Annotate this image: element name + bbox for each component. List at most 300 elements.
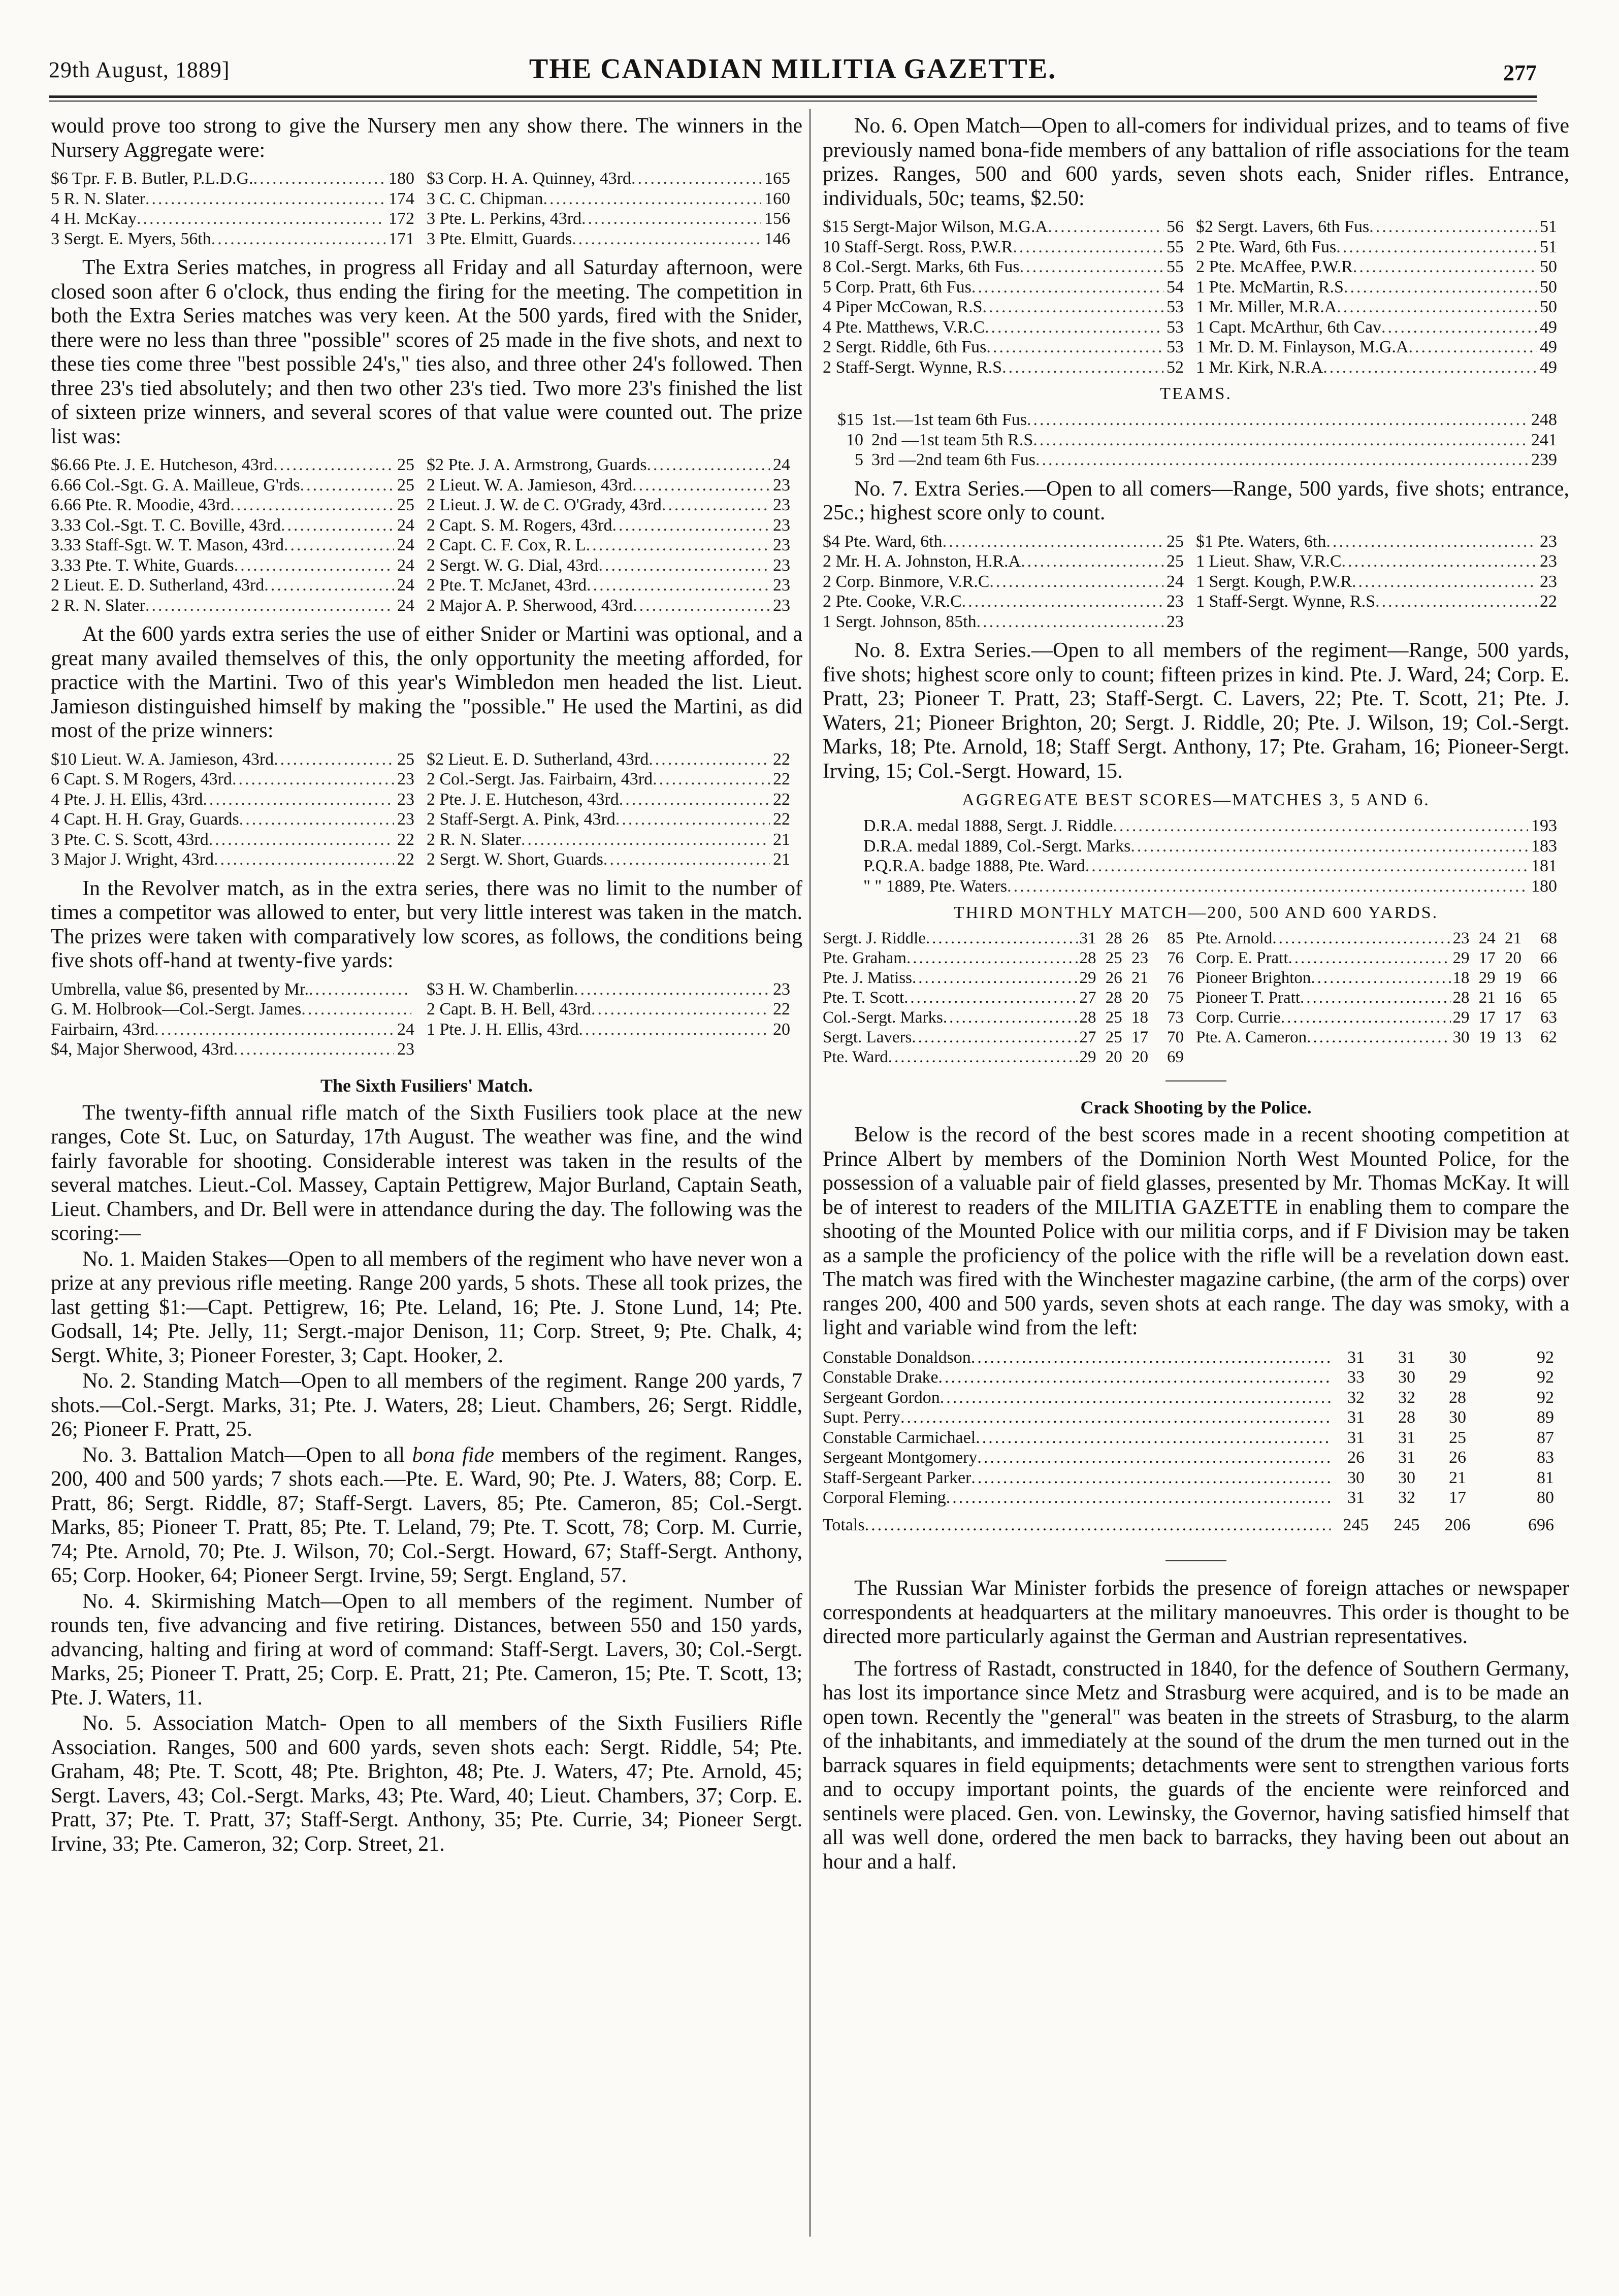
leader-dots bbox=[612, 515, 770, 536]
entry-score: 22 bbox=[397, 850, 414, 869]
entry-name: 3 C. C. Chipman bbox=[427, 189, 543, 208]
entry-name: 3 Sergt. E. Myers, 56th bbox=[51, 229, 211, 248]
entry-score: 23 bbox=[773, 596, 790, 615]
entry-name: 1 Pte. McMartin, R.S bbox=[1196, 277, 1344, 297]
entry-score: 22 bbox=[773, 749, 790, 769]
leader-dots bbox=[581, 209, 761, 229]
entry-score: 23 bbox=[1167, 612, 1184, 631]
entry-score: 146 bbox=[764, 229, 790, 248]
score-200: 30 bbox=[1347, 1468, 1365, 1487]
range-scores: 29 17 20 bbox=[1452, 949, 1521, 967]
total-score: 76 bbox=[1167, 969, 1184, 987]
match-no6-paragraph: No. 6. Open Match—Open to all-comers for individual prizes, and to teams of five previously named bona-fide members of any battalion of rifle associations for the team prizes. Ranges, 500 and 600 yards, seven shots each, Snider rifles. Entrance, individuals, 50c; teams, $2.50: bbox=[823, 114, 1569, 210]
leader-dots bbox=[1353, 257, 1537, 277]
prize-entry-right bbox=[1196, 217, 1569, 237]
section-rule bbox=[1165, 1080, 1226, 1081]
rastadt-paragraph: The fortress of Rastadt, constructed in 1840, for the defence of Southern Germany, has lost its importance since Metz and Strasburg were acquired, and is to be made an open town. Recently the "general" was beaten in the streets of Strasburg, to the alarm of the inhabitants, and immediately at the sound of the drum the men turned out in the barrack squares in field equipments; detachments were sent to strengthen various forts and to occupy important points, the guards of the enciente were reinforced and sentinels were placed. Gen. von. Lewinsky, the Governor, having satisfied himself that all was well done, ordered the men back to barracks, they having been out about an hour and a half. bbox=[823, 1657, 1569, 1874]
monthly-entry bbox=[823, 968, 1196, 988]
team-score: 241 bbox=[1531, 430, 1557, 449]
entry-name: $2 Pte. J. A. Armstrong, Guards bbox=[427, 455, 647, 474]
range-scores: 28 21 16 bbox=[1452, 989, 1521, 1007]
entry-score: 54 bbox=[1167, 277, 1184, 297]
entry-score: 25 bbox=[397, 475, 414, 495]
leader-dots bbox=[1344, 277, 1537, 298]
leader-dots bbox=[203, 790, 394, 810]
column-divider bbox=[810, 109, 811, 2237]
entry-name: 4 Pte. Matthews, V.R.C bbox=[823, 317, 985, 337]
monthly-row bbox=[823, 1008, 1569, 1028]
team-name: 2nd —1st team 5th R.S bbox=[871, 430, 1033, 449]
entry-score: 24 bbox=[397, 536, 414, 554]
score-400: 32 bbox=[1398, 1388, 1415, 1407]
police-totals-row bbox=[823, 1515, 1569, 1535]
entry-score: 53 bbox=[1167, 298, 1184, 316]
shooter-name: Col.-Sergt. Marks bbox=[823, 1008, 943, 1027]
score-total: 87 bbox=[1537, 1428, 1554, 1447]
entry-name: 3 Pte. L. Perkins, 43rd bbox=[427, 209, 582, 228]
leader-dots bbox=[284, 535, 394, 555]
leader-dots bbox=[214, 849, 394, 870]
entry-name: $2 Lieut. E. D. Sutherland, 43rd bbox=[427, 749, 649, 769]
leader-dots bbox=[521, 830, 770, 850]
entry-name: 2 Major A. P. Sherwood, 43rd bbox=[427, 596, 633, 615]
extra-series-600-prize-list bbox=[51, 749, 802, 870]
section-rule-2 bbox=[1165, 1560, 1226, 1561]
entry-name: 4 H. McKay bbox=[51, 209, 137, 228]
police-score-row bbox=[823, 1348, 1569, 1368]
entry-score: 174 bbox=[388, 189, 414, 208]
leader-dots bbox=[1352, 572, 1537, 592]
entry-score: 23 bbox=[773, 536, 790, 554]
leader-dots bbox=[1369, 217, 1537, 237]
entry-score: 25 bbox=[397, 496, 414, 514]
leader-dots bbox=[1375, 592, 1537, 612]
entry-score: 50 bbox=[1540, 298, 1557, 316]
entry-score: 23 bbox=[1540, 572, 1557, 591]
team-name: 3rd —2nd team 6th Fus bbox=[871, 450, 1035, 469]
entry-name: 2 Capt. S. M. Rogers, 43rd bbox=[427, 515, 612, 535]
aggregate-row bbox=[823, 856, 1569, 876]
prize-row bbox=[51, 229, 802, 249]
leader-dots bbox=[986, 337, 1163, 357]
leader-dots bbox=[1272, 929, 1450, 948]
leader-dots bbox=[211, 229, 385, 249]
leader-dots bbox=[1035, 450, 1528, 470]
total-score: 85 bbox=[1167, 929, 1184, 947]
prize-entry-right bbox=[1196, 532, 1569, 552]
entry-name: 2 Pte. T. McJanet, 43rd bbox=[427, 576, 587, 595]
prize-entry-left bbox=[51, 475, 427, 496]
entry-name: P.Q.R.A. badge 1888, Pte. Ward bbox=[863, 857, 1085, 875]
leader-dots bbox=[633, 596, 770, 616]
leader-dots bbox=[943, 532, 1163, 552]
prize-entry-left bbox=[51, 495, 427, 515]
entry-name: 1 Sergt. Kough, P.W.R bbox=[1196, 572, 1352, 591]
prize-entry-left bbox=[823, 551, 1196, 572]
aggregate-entry bbox=[863, 816, 1569, 836]
monthly-entry bbox=[823, 948, 1196, 968]
prize-entry-right bbox=[1196, 257, 1569, 277]
entry-score: 24 bbox=[1167, 572, 1184, 591]
constable-name-cell bbox=[823, 1367, 1331, 1388]
aggregate-list bbox=[823, 816, 1569, 896]
leader-dots bbox=[234, 555, 394, 576]
prize-row bbox=[823, 317, 1569, 338]
leader-dots bbox=[647, 455, 770, 475]
prize-entry-right bbox=[427, 575, 802, 596]
entry-name: $10 Lieut. W. A. Jamieson, 43rd bbox=[51, 749, 274, 769]
entry-score: 23 bbox=[773, 576, 790, 595]
score-500: 26 bbox=[1449, 1448, 1466, 1467]
score-total: 92 bbox=[1537, 1388, 1554, 1407]
shooter-name: Pte. T. Scott bbox=[823, 989, 904, 1007]
entry-name: 2 Pte. J. E. Hutcheson, 43rd bbox=[427, 790, 619, 809]
entry-name: 2 Corp. Binmore, V.R.C bbox=[823, 572, 990, 591]
constable-name: Staff-Sergeant Parker bbox=[823, 1468, 972, 1487]
entry-name: 2 Sergt. Riddle, 6th Fus bbox=[823, 338, 987, 356]
entry-name: 6 Capt. S. M Rogers, 43rd bbox=[51, 770, 232, 789]
prize-entry-left bbox=[51, 575, 427, 596]
score-500: 21 bbox=[1449, 1468, 1466, 1487]
shooter-name: Corp. Currie bbox=[1196, 1008, 1281, 1027]
total-score: 63 bbox=[1540, 1008, 1557, 1027]
constable-name: Constable Drake bbox=[823, 1368, 938, 1387]
prize-entry-right bbox=[1196, 357, 1569, 378]
leader-dots bbox=[137, 209, 385, 229]
prize-row bbox=[51, 830, 802, 850]
entry-score: 50 bbox=[1540, 257, 1557, 276]
russian-paragraph: The Russian War Minister forbids the presence of foreign attaches or newspaper correspondents at headquarters at the military manoeuvres. This order is thought to be directed more particularly against the German and Austrian representatives. bbox=[823, 1577, 1569, 1648]
score-200: 31 bbox=[1347, 1408, 1365, 1427]
score-500: 30 bbox=[1449, 1348, 1466, 1367]
leader-dots bbox=[649, 749, 770, 770]
prize-row bbox=[823, 257, 1569, 277]
prize-row bbox=[51, 515, 802, 536]
prize-entry-left bbox=[51, 1020, 427, 1040]
prize-entry-left bbox=[51, 809, 427, 830]
right-column bbox=[823, 114, 1569, 1876]
prize-row bbox=[51, 475, 802, 496]
prize-entry-right bbox=[427, 495, 802, 515]
entry-score: 23 bbox=[773, 555, 790, 575]
entry-name: 2 Lieut. J. W. de C. O'Grady, 43rd bbox=[427, 496, 662, 514]
prize-row bbox=[51, 979, 802, 1000]
leader-dots bbox=[983, 297, 1164, 317]
prize-row bbox=[823, 592, 1569, 612]
leader-dots bbox=[145, 596, 394, 616]
entry-name: $1 Pte. Waters, 6th bbox=[1196, 532, 1326, 551]
entry-name: $6 Tpr. F. B. Butler, P.L.D.G. bbox=[51, 169, 253, 188]
entry-score bbox=[411, 979, 427, 1000]
shooter-name: Pioneer Brighton bbox=[1196, 969, 1311, 987]
entry-name: 2 Pte. Cooke, V.R.C bbox=[823, 592, 962, 611]
match-no6-prize-list bbox=[823, 217, 1569, 377]
entry-score: 22 bbox=[773, 810, 790, 829]
shooter-name: Pte. Arnold bbox=[1196, 929, 1273, 947]
prize-entry-left bbox=[823, 297, 1196, 317]
range-scores: 27 28 20 bbox=[1079, 989, 1148, 1007]
entry-score: 24 bbox=[397, 1020, 414, 1039]
prize-entry-right bbox=[427, 830, 802, 850]
prize-entry-right bbox=[427, 475, 802, 496]
entry-name: 10 Staff-Sergt. Ross, P.W.R bbox=[823, 237, 1013, 256]
monthly-entry bbox=[1196, 1008, 1569, 1028]
score-500: 206 bbox=[1444, 1515, 1471, 1534]
prize-row bbox=[51, 849, 802, 870]
shooter-name: Corp. E. Pratt bbox=[1196, 949, 1288, 967]
entry-name: 2 Sergt. W. G. Dial, 43rd bbox=[427, 555, 599, 575]
entry-score: 193 bbox=[1531, 816, 1557, 835]
leader-dots bbox=[632, 475, 770, 496]
constable-name-cell bbox=[823, 1515, 1331, 1535]
prize-entry-left bbox=[51, 1039, 427, 1060]
constable-name-cell bbox=[823, 1488, 1331, 1508]
constable-name-cell bbox=[823, 1468, 1331, 1488]
prize-entry-right bbox=[1196, 317, 1569, 338]
leader-dots bbox=[281, 515, 394, 536]
prize-entry-right bbox=[1196, 572, 1569, 592]
monthly-entry bbox=[823, 1028, 1196, 1047]
range-scores: 18 29 19 bbox=[1452, 969, 1521, 987]
team-score: 239 bbox=[1531, 450, 1557, 469]
entry-score: 22 bbox=[397, 830, 414, 849]
prize-entry-right bbox=[427, 209, 802, 229]
police-heading: Crack Shooting by the Police. bbox=[1080, 1097, 1312, 1118]
leader-dots bbox=[1323, 357, 1537, 378]
total-score: 75 bbox=[1167, 989, 1184, 1007]
prize-entry-left bbox=[51, 169, 427, 189]
entry-name: " " 1889, Pte. Waters bbox=[863, 876, 1008, 896]
constable-name-cell bbox=[823, 1388, 1331, 1408]
prize-row bbox=[51, 555, 802, 576]
leader-dots bbox=[989, 572, 1163, 592]
team-prize: $15 bbox=[837, 410, 863, 429]
leader-dots bbox=[1342, 551, 1537, 572]
prize-row bbox=[823, 297, 1569, 317]
entry-score: 49 bbox=[1540, 317, 1557, 337]
leader-dots bbox=[145, 189, 385, 209]
score-200: 245 bbox=[1343, 1515, 1369, 1534]
monthly-row bbox=[823, 1028, 1569, 1047]
entry-name: Fairbairn, 43rd bbox=[51, 1020, 154, 1039]
entry-name: 2 Pte. McAffee, P.W.R bbox=[1196, 257, 1353, 276]
entry-name: 3.33 Staff-Sgt. W. T. Mason, 43rd bbox=[51, 536, 284, 554]
entry-score: 55 bbox=[1167, 257, 1184, 276]
police-score-row bbox=[823, 1488, 1569, 1508]
leader-dots bbox=[900, 1407, 1331, 1428]
team-score: 248 bbox=[1531, 410, 1557, 429]
monthly-entry bbox=[1196, 929, 1569, 948]
aggregate-row bbox=[823, 816, 1569, 836]
prize-row bbox=[823, 217, 1569, 237]
extra-series-500-prize-list bbox=[51, 455, 802, 615]
leader-dots bbox=[904, 988, 1077, 1008]
total-score: 65 bbox=[1540, 989, 1557, 1007]
police-score-row bbox=[823, 1407, 1569, 1428]
total-score: 73 bbox=[1167, 1008, 1184, 1027]
leader-dots bbox=[971, 1348, 1331, 1368]
entry-name: 4 Piper McCowan, R.S bbox=[823, 298, 983, 316]
entry-name: 2 Lieut. W. A. Jamieson, 43rd bbox=[427, 475, 633, 495]
score-total: 80 bbox=[1537, 1488, 1554, 1507]
leader-dots bbox=[977, 1448, 1331, 1468]
range-scores: 29 17 17 bbox=[1452, 1008, 1521, 1027]
leader-dots bbox=[906, 948, 1078, 968]
entry-name: 2 Staff-Sergt. Wynne, R.S bbox=[823, 357, 1002, 377]
police-score-row bbox=[823, 1428, 1569, 1448]
match-no1-paragraph: No. 1. Maiden Stakes—Open to all members of the regiment who have never won a prize at any previous rifle meeting. Range 200 yards, 5 shots. These all took prizes, the last getting $1:—Capt. Pettigrew, 16; Pte. Leland, 16; Pte. J. Stone Lund, 14; Pte. Godsall, 14; Pte. Jelly, 11; Sergt.-major Denison, 11; Corp. Street, 9; Pte. Chalk, 4; Sergt. White, 3; Pioneer Forester, 3; Capt. Hooker, 2. bbox=[51, 1247, 802, 1367]
total-score: 66 bbox=[1540, 949, 1557, 967]
prize-entry-left bbox=[51, 229, 427, 249]
shooter-name: Pte. Graham bbox=[823, 949, 906, 967]
prize-entry-right bbox=[427, 229, 802, 249]
leader-dots bbox=[301, 999, 411, 1020]
score-400: 31 bbox=[1398, 1348, 1415, 1367]
score-total: 92 bbox=[1537, 1348, 1554, 1367]
prize-row bbox=[51, 596, 802, 616]
entry-name: 6.66 Pte. R. Moodie, 43rd bbox=[51, 496, 231, 514]
entry-score: 24 bbox=[397, 596, 414, 615]
entry-name: 1 Lieut. Shaw, V.R.C bbox=[1196, 552, 1342, 571]
leader-dots bbox=[1381, 317, 1537, 338]
leader-dots bbox=[239, 809, 394, 830]
monthly-entry bbox=[1196, 948, 1569, 968]
score-total: 696 bbox=[1528, 1515, 1554, 1534]
prize-entry-right bbox=[427, 1039, 802, 1060]
leader-dots bbox=[977, 612, 1163, 632]
entry-score: 180 bbox=[1531, 876, 1557, 896]
prize-entry-right bbox=[1196, 612, 1569, 632]
match-no4-paragraph: No. 4. Skirmishing Match—Open to all members of the regiment. Number of rounds ten, five advancing and five retiring. Distances, between 550 and 150 yards, advancing, halting and firing at word of command: Staff-Sergt. Lavers, 30; Col.-Sergt. Marks, 25; Pioneer T. Pratt, 25; Corp. E. Pratt, 21; Pte. Cameron, 15; Pte. T. Scott, 13; Pte. J. Waters, 11. bbox=[51, 1589, 802, 1710]
leader-dots bbox=[274, 749, 394, 770]
entry-name: 2 Capt. B. H. Bell, 43rd bbox=[427, 1000, 591, 1019]
monthly-row bbox=[823, 948, 1569, 968]
revolver-prize-list bbox=[51, 979, 802, 1060]
entry-score: 23 bbox=[1167, 592, 1184, 611]
prize-entry-right bbox=[1196, 337, 1569, 357]
entry-score: 156 bbox=[764, 209, 790, 228]
entry-name: 2 Lieut. E. D. Sutherland, 43rd bbox=[51, 576, 265, 595]
monthly-entry bbox=[823, 988, 1196, 1008]
prize-entry-left bbox=[823, 357, 1196, 378]
leader-dots bbox=[574, 979, 770, 1000]
leader-dots bbox=[209, 830, 394, 850]
entry-score: 52 bbox=[1167, 357, 1184, 377]
header-rule-thick bbox=[49, 95, 1537, 98]
nursery-aggregate-list bbox=[51, 169, 802, 249]
leader-dots bbox=[586, 535, 770, 555]
entry-score: 23 bbox=[773, 496, 790, 514]
score-total: 81 bbox=[1537, 1468, 1554, 1487]
prize-entry-left bbox=[51, 189, 427, 209]
score-500: 25 bbox=[1449, 1428, 1466, 1447]
leader-dots bbox=[985, 317, 1163, 338]
entry-name: 2 Mr. H. A. Johnston, H.R.A bbox=[823, 552, 1021, 571]
leader-dots bbox=[631, 169, 761, 189]
entry-name: 3 Major J. Wright, 43rd bbox=[51, 850, 214, 869]
entry-name: 3.33 Col.-Sgt. T. C. Boville, 43rd bbox=[51, 515, 281, 535]
entry-name: 6.66 Col.-Sgt. G. A. Mailleue, G'rds bbox=[51, 475, 300, 495]
total-score: 68 bbox=[1540, 929, 1557, 947]
extra-series-paragraph: The Extra Series matches, in progress all Friday and all Saturday afternoon, were closed soon after 6 o'clock, thus ending the firing for the meeting. The competition in both the Extra Series matches was very keen. At the 500 yards, fired with the Snider, there were no less than three "possible" scores of 25 made in the five shots, and next to these ties come three "best possible 24's," ties also, and three other 24's followed. Then three 23's tied absolutely; and then two other 23's tied. Two more 23's finished the list of sixteen prize winners, and several scores of that value were counted out. The prize list was: bbox=[51, 256, 802, 448]
entry-name: Umbrella, value $6, presented by Mr. bbox=[51, 979, 309, 999]
police-scores-table bbox=[823, 1348, 1569, 1535]
monthly-row bbox=[823, 968, 1569, 988]
entry-score: 24 bbox=[397, 576, 414, 595]
prize-entry-right bbox=[1196, 237, 1569, 257]
match-no5-paragraph: No. 5. Association Match- Open to all members of the Sixth Fusiliers Rifle Association. Ranges, 500 and 600 yards, seven shots each: Sergt. Riddle, 54; Pte. Graham, 48; Pte. T. Scott, 48; Pte. Brighton, 48; Pte. J. Waters, 47; Pte. Arnold, 45; Sergt. Lavers, 43; Col.-Sergt. Marks, 43; Pte. Ward, 40; Lieut. Chambers, 37; Corp. E. Pratt, 37; Pte. T. Pratt, 37; Staff-Sergt. Anthony, 35; Pte. Currie, 34; Pioneer Sergt. Irvine, 33; Pte. Cameron, 32; Corp. Street, 21. bbox=[51, 1712, 802, 1856]
prize-entry-right bbox=[1196, 592, 1569, 612]
match-no3-text-a: No. 3. Battalion Match—Open to all bbox=[82, 1443, 405, 1467]
constable-name: Constable Carmichael bbox=[823, 1428, 976, 1447]
aggregate-row bbox=[823, 836, 1569, 857]
monthly-entry bbox=[1196, 968, 1569, 988]
range-scores: 31 28 26 bbox=[1079, 929, 1148, 947]
prize-row bbox=[823, 277, 1569, 298]
prize-entry-left bbox=[823, 257, 1196, 277]
entry-score: 183 bbox=[1531, 836, 1557, 856]
total-score: 70 bbox=[1167, 1028, 1184, 1046]
leader-dots bbox=[1027, 410, 1528, 430]
prize-entry-left bbox=[51, 749, 427, 770]
prize-entry-right bbox=[427, 999, 802, 1020]
entry-score: 23 bbox=[773, 515, 790, 535]
entry-name: 2 Staff-Sergt. A. Pink, 43rd bbox=[427, 810, 616, 829]
team-prize: 10 bbox=[846, 430, 863, 449]
leader-dots bbox=[938, 1367, 1331, 1388]
leader-dots bbox=[865, 1515, 1331, 1535]
entry-score: 25 bbox=[397, 455, 414, 474]
shooter-name: Sergt. J. Riddle bbox=[823, 929, 926, 947]
prize-entry-left bbox=[823, 337, 1196, 357]
prize-row bbox=[823, 357, 1569, 378]
score-500: 28 bbox=[1449, 1388, 1466, 1407]
leader-dots bbox=[1336, 237, 1537, 257]
constable-name: Corporal Fleming bbox=[823, 1488, 946, 1507]
prize-row bbox=[51, 535, 802, 555]
leader-dots bbox=[1021, 551, 1163, 572]
intro-paragraph: would prove too strong to give the Nursery men any show there. The winners in the Nursery Aggregate were: bbox=[51, 114, 802, 162]
constable-name: Supt. Perry bbox=[823, 1408, 900, 1427]
leader-dots bbox=[273, 455, 394, 475]
shooter-name: Pte. Ward bbox=[823, 1048, 888, 1066]
entry-score: 181 bbox=[1531, 857, 1557, 875]
prize-row bbox=[51, 749, 802, 770]
leader-dots bbox=[619, 790, 770, 810]
prize-entry-right bbox=[427, 849, 802, 870]
entry-score: 165 bbox=[764, 169, 790, 188]
entry-name: 1 Sergt. Johnson, 85th bbox=[823, 612, 977, 631]
prize-row bbox=[51, 455, 802, 475]
police-score-row bbox=[823, 1367, 1569, 1388]
score-400: 30 bbox=[1398, 1468, 1415, 1487]
score-total: 92 bbox=[1537, 1368, 1554, 1387]
team-row bbox=[823, 450, 1569, 470]
entry-name: 8 Col.-Sergt. Marks, 6th Fus bbox=[823, 257, 1020, 276]
leader-dots bbox=[912, 1028, 1077, 1047]
prize-entry-left bbox=[51, 979, 427, 1000]
prize-row bbox=[51, 1039, 802, 1060]
entry-score: 23 bbox=[397, 790, 414, 809]
police-score-row bbox=[823, 1468, 1569, 1488]
leader-dots bbox=[234, 1039, 394, 1060]
entry-name: 2 Capt. C. F. Cox, R. L bbox=[427, 536, 586, 554]
prize-entry-left bbox=[51, 455, 427, 475]
leader-dots bbox=[598, 555, 770, 576]
publication-title: THE CANADIAN MILITIA GAZETTE. bbox=[529, 53, 1057, 85]
entry-name: 2 R. N. Slater bbox=[51, 596, 146, 615]
leader-dots bbox=[578, 1020, 770, 1040]
